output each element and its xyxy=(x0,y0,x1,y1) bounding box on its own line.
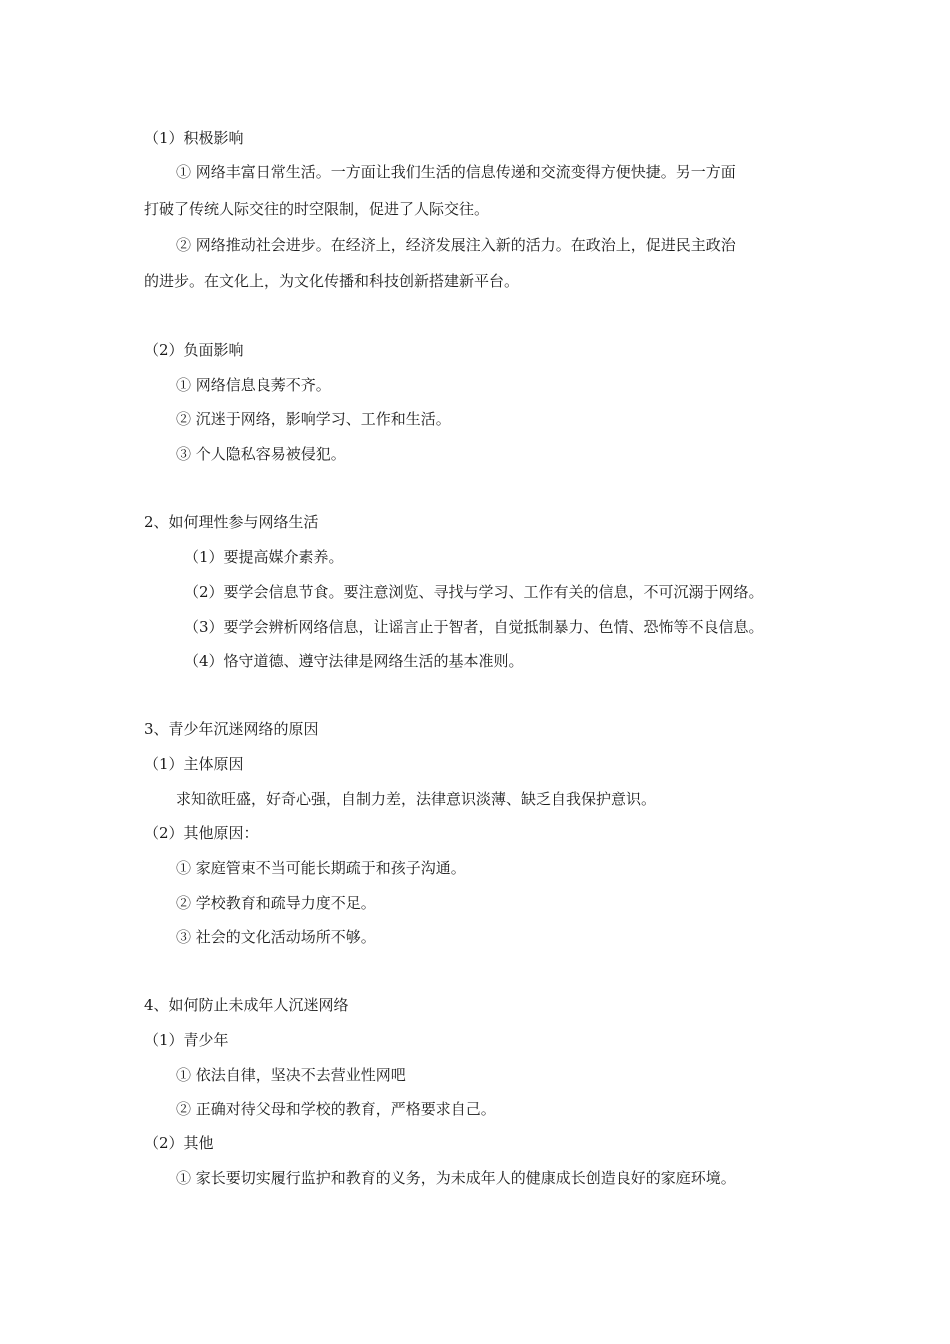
paragraph-line: 的进步。在文化上，为文化传播和科技创新搭建新平台。 xyxy=(144,272,520,290)
subheading-youth: （1）青少年 xyxy=(144,1031,229,1049)
list-item: （1）要提高媒介素养。 xyxy=(184,548,344,566)
section-heading-3: 3、青少年沉迷网络的原因 xyxy=(144,720,319,738)
paragraph-line: 求知欲旺盛，好奇心强，自制力差，法律意识淡薄、缺乏自我保护意识。 xyxy=(176,790,657,808)
list-item: ② 正确对待父母和学校的教育，严格要求自己。 xyxy=(176,1100,496,1118)
list-item: ② 学校教育和疏导力度不足。 xyxy=(176,894,376,912)
list-item: （2）要学会信息节食。要注意浏览、寻找与学习、工作有关的信息，不可沉溺于网络。 xyxy=(184,583,764,601)
paragraph-line: 打破了传统人际交往的时空限制，促进了人际交往。 xyxy=(144,200,490,218)
list-item: ② 沉迷于网络，影响学习、工作和生活。 xyxy=(176,410,451,428)
paragraph-line: ① 网络丰富日常生活。一方面让我们生活的信息传递和交流变得方便快捷。另一方面 xyxy=(176,163,736,181)
list-item: （3）要学会辨析网络信息，让谣言止于智者，自觉抵制暴力、色情、恐怖等不良信息。 xyxy=(184,618,764,636)
heading-negative-impact: （2）负面影响 xyxy=(144,341,244,359)
list-item: （4）恪守道德、遵守法律是网络生活的基本准则。 xyxy=(184,652,524,670)
paragraph-line: ② 网络推动社会进步。在经济上，经济发展注入新的活力。在政治上，促进民主政治 xyxy=(176,236,736,254)
section-heading-2: 2、如何理性参与网络生活 xyxy=(144,513,319,531)
list-item: ① 家长要切实履行监护和教育的义务，为未成年人的健康成长创造良好的家庭环境。 xyxy=(176,1169,736,1187)
list-item: ① 家庭管束不当可能长期疏于和孩子沟通。 xyxy=(176,859,466,877)
list-item: ① 网络信息良莠不齐。 xyxy=(176,376,331,394)
heading-positive-impact: （1）积极影响 xyxy=(144,129,244,147)
list-item: ③ 社会的文化活动场所不够。 xyxy=(176,928,376,946)
subheading-other-causes: （2）其他原因： xyxy=(144,824,259,842)
subheading-subject-cause: （1）主体原因 xyxy=(144,755,244,773)
subheading-other: （2）其他 xyxy=(144,1134,214,1152)
list-item: ① 依法自律，坚决不去营业性网吧 xyxy=(176,1066,406,1084)
section-heading-4: 4、如何防止未成年人沉迷网络 xyxy=(144,996,349,1014)
list-item: ③ 个人隐私容易被侵犯。 xyxy=(176,445,346,463)
